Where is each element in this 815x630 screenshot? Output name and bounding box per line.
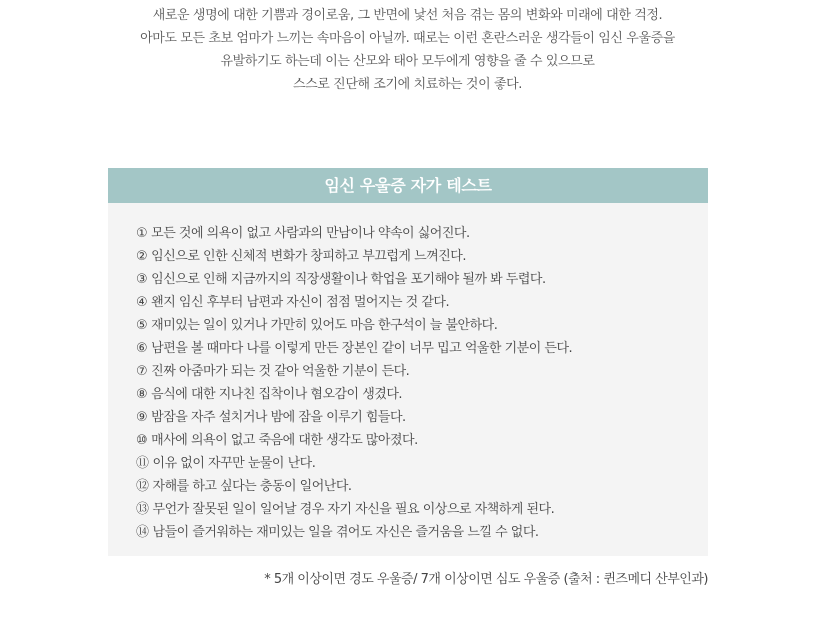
item-number: ⑪ xyxy=(136,456,149,471)
item-text: 재미있는 일이 있거나 가만히 있어도 마음 한구석이 늘 불안하다. xyxy=(151,318,498,333)
item-text: 진짜 아줌마가 되는 것 같아 억울한 기분이 든다. xyxy=(151,364,410,379)
self-test-list xyxy=(136,222,572,544)
intro-line: 새로운 생명에 대한 기쁨과 경이로움, 그 반면에 낯선 처음 겪는 몸의 변화와 미래에 대한 걱정. xyxy=(152,8,663,23)
item-text: 남편을 볼 때마다 나를 이렇게 만든 장본인 같이 너무 밉고 억울한 기분이 든다. xyxy=(151,341,573,356)
item-text: 모든 것에 의욕이 없고 사람과의 만남이나 약속이 싫어진다. xyxy=(151,226,470,241)
item-number: ⑨ xyxy=(136,410,148,425)
list-item xyxy=(136,360,572,383)
item-number: ③ xyxy=(136,272,148,287)
item-text: 매사에 의욕이 없고 죽음에 대한 생각도 많아졌다. xyxy=(151,433,418,448)
list-item xyxy=(136,498,572,521)
item-text: 왠지 임신 후부터 남편과 자신이 점점 멀어지는 것 같다. xyxy=(151,295,450,310)
list-item xyxy=(136,268,572,291)
item-text: 임신으로 인해 지금까지의 직장생활이나 학업을 포기해야 될까 봐 두렵다. xyxy=(151,272,546,287)
item-text: 자해를 하고 싶다는 충동이 일어난다. xyxy=(152,479,352,494)
item-number: ⑧ xyxy=(136,387,148,402)
item-text: 밤잠을 자주 설치거나 밤에 잠을 이루기 힘들다. xyxy=(151,410,406,425)
list-item xyxy=(136,245,572,268)
item-text: 남들이 즐거워하는 재미있는 일을 겪어도 자신은 즐거움을 느낄 수 없다. xyxy=(152,525,539,540)
list-item xyxy=(136,475,572,498)
list-item xyxy=(136,314,572,337)
item-number: ⑭ xyxy=(136,525,149,540)
item-number: ⑫ xyxy=(136,479,149,494)
source-footnote: * 5개 이상이면 경도 우울증/ 7개 이상이면 심도 우울증 (출처 : 퀸즈메디 산부인과) xyxy=(264,572,708,587)
intro-line: 유발하기도 하는데 이는 산모와 태아 모두에게 영향을 줄 수 있으므로 xyxy=(220,54,595,69)
item-number: ① xyxy=(136,226,148,241)
item-number: ⑩ xyxy=(136,433,148,448)
self-test-title: 임신 우울증 자가 테스트 xyxy=(108,168,708,203)
list-item xyxy=(136,521,572,544)
list-item xyxy=(136,406,572,429)
list-item xyxy=(136,337,572,360)
list-item xyxy=(136,429,572,452)
intro-line: 스스로 진단해 조기에 치료하는 것이 좋다. xyxy=(292,77,523,92)
intro-line: 아마도 모든 초보 엄마가 느끼는 속마음이 아닐까. 때로는 이런 혼란스러운 생각들이 임신 우울증을 xyxy=(140,31,675,46)
list-item xyxy=(136,222,572,245)
item-text: 이유 없이 자꾸만 눈물이 난다. xyxy=(152,456,316,471)
list-item xyxy=(136,383,572,406)
item-number: ④ xyxy=(136,295,148,310)
item-number: ⑤ xyxy=(136,318,148,333)
intro-paragraph xyxy=(0,4,815,96)
list-item xyxy=(136,452,572,475)
item-number: ⑦ xyxy=(136,364,148,379)
item-number: ⑥ xyxy=(136,341,148,356)
list-item xyxy=(136,291,572,314)
item-text: 음식에 대한 지나친 집착이나 혐오감이 생겼다. xyxy=(151,387,403,402)
item-text: 무언가 잘못된 일이 일어날 경우 자기 자신을 필요 이상으로 자책하게 된다. xyxy=(152,502,555,517)
item-number: ② xyxy=(136,249,148,264)
self-test-box xyxy=(108,168,708,556)
item-text: 임신으로 인한 신체적 변화가 창피하고 부끄럽게 느껴진다. xyxy=(151,249,466,264)
item-number: ⑬ xyxy=(136,502,149,517)
